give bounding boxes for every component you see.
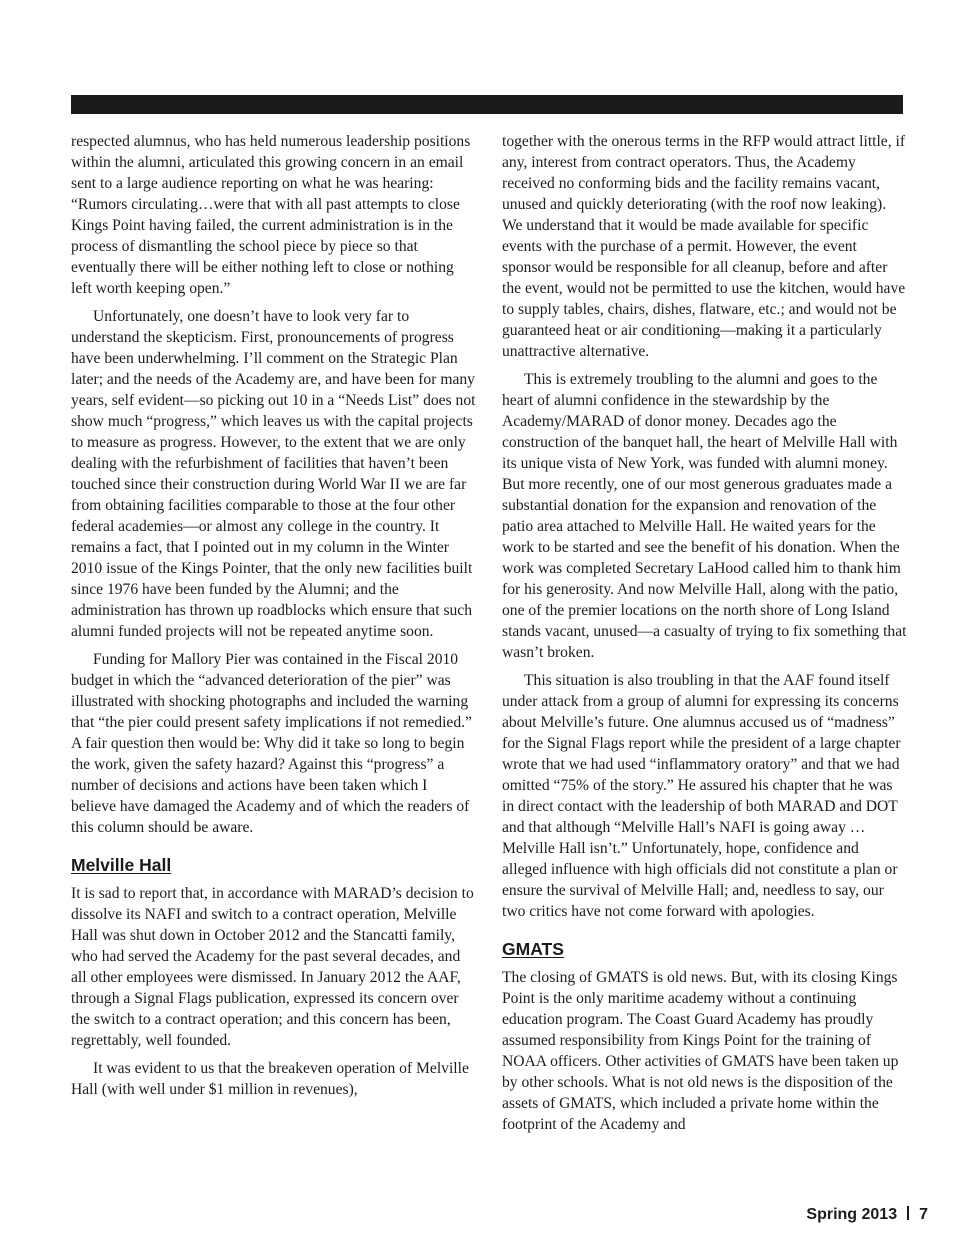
left-column [71, 131, 476, 1107]
page-number: 7 [919, 1206, 928, 1223]
paragraph: Funding for Mallory Pier was contained in the Fiscal 2010 budget in which the “advanced deterioration of the pier” was illustrated with shocking photographs and included the warning that “the pier could present safety implications if not remedied.” A fair question then would be: Why did it take so long to begin the work, given the safety hazard? Against this “progress” a number of decisions and actions have been taken which I believe have damaged the Academy and of which the readers of this column should be aware. [71, 651, 472, 836]
issue-label: Spring 2013 [806, 1206, 898, 1223]
header-bar [71, 95, 903, 114]
section-heading-melville-hall: Melville Hall [71, 855, 172, 875]
paragraph: This is extremely troubling to the alumni and goes to the heart of alumni confidence in the stewardship by the Academy/MARAD of donor money. Decades ago the construction of the banquet hall, the heart of Melville Hall with its unique vista of New York, was funded with alumni money. But more recently, one of our most generous graduates made a substantial donation for the expansion and renovation of the patio area attached to Melville Hall. He waited years for the work to be started and see the benefit of his donation. When the work was completed Secretary LaHood called him to thank him for his generosity. And now Melville Hall, along with the patio, one of the premier locations on the north shore of Long Island stands vacant, unused—a casualty of trying to fix something that wasn’t broken. [502, 371, 907, 661]
paragraph: The closing of GMATS is old news. But, with its closing Kings Point is the only maritime academy without a continuing education program. The Coast Guard Academy has proudly assumed responsibility from Kings Point for the training of NOAA officers. Other activities of GMATS have been taken up by other schools. What is not old news is the disposition of the assets of GMATS, which included a private home within the footprint of the Academy and [502, 969, 899, 1133]
paragraph: together with the onerous terms in the RFP would attract little, if any, interest from contract operators. Thus, the Academy received no conforming bids and the facility remains vacant, unused and quickly deteriorating (with the roof now leaking). We understand that it would be made available for specific events with the purchase of a permit. However, the event sponsor would be responsible for all cleanup, before and after the event, would not be permitted to use the kitchen, would have to supply tables, chairs, dishes, flatware, etc.; and would not be guaranteed heat or air conditioning—making it a particularly unattractive alternative. [502, 133, 906, 360]
right-column [502, 131, 907, 1142]
page-footer [806, 1206, 928, 1224]
footer-divider [907, 1206, 909, 1220]
paragraph: respected alumnus, who has held numerous leadership positions within the alumni, articulated this growing concern in an email sent to a large audience reporting on what he was hearing: “Rumors circulating…were that with all past attempts to close Kings Point having failed, the current administration is in the process of dismantling the school piece by piece so that eventually there will be either nothing left to close or nothing left worth keeping open.” [71, 133, 471, 297]
paragraph: Unfortunately, one doesn’t have to look very far to understand the skepticism. First, pronouncements of progress have been underwhelming. I’ll comment on the Strategic Plan later; and the needs of the Academy are, and have been for many years, self evident—so picking out 10 in a “Needs List” does not show much “progress,” which leaves us with the capital projects to measure as progress. However, to the extent that we are only dealing with the refurbishment of facilities that haven’t been touched since their construction during World War II we are far from obtaining facilities comparable to those at the four other federal academies—or almost any college in the country. It remains a fact, that I pointed out in my column in the Winter 2010 issue of the Kings Pointer, that the only new facilities built since 1976 have been funded by the Alumni; and the administration has thrown up roadblocks which ensure that such alumni funded projects will not be repeated anytime soon. [71, 308, 476, 640]
paragraph: It is sad to report that, in accordance with MARAD’s decision to dissolve its NAFI and switch to a contract operation, Melville Hall was shut down in October 2012 and the Stancatti family, who had served the Academy for the past several decades, and all other employees were dismissed. In January 2012 the AAF, through a Signal Flags publication, expressed its concern over the switch to a contract operation; and this concern has been, regrettably, well founded. [71, 885, 474, 1049]
section-heading-gmats: GMATS [502, 939, 564, 959]
paragraph: This situation is also troubling in that the AAF found itself under attack from a group of alumni for expressing its concerns about Melville’s future. One alumnus accused us of “madness” for the Signal Flags report while the president of a large chapter wrote that we had used “inflammatory oratory” and that we had omitted “75% of the story.” He assured his chapter that he was in direct contact with the leadership of both MARAD and DOT and that although “Melville Hall’s NAFI is going away … Melville Hall isn’t.” Unfortunately, hope, confidence and alleged influence with high officials did not constitute a plan or ensure the survival of Melville Hall; and, needless to say, our two critics have not come forward with apologies. [502, 672, 901, 920]
paragraph: It was evident to us that the breakeven operation of Melville Hall (with well under $1 million in revenues), [71, 1060, 469, 1098]
